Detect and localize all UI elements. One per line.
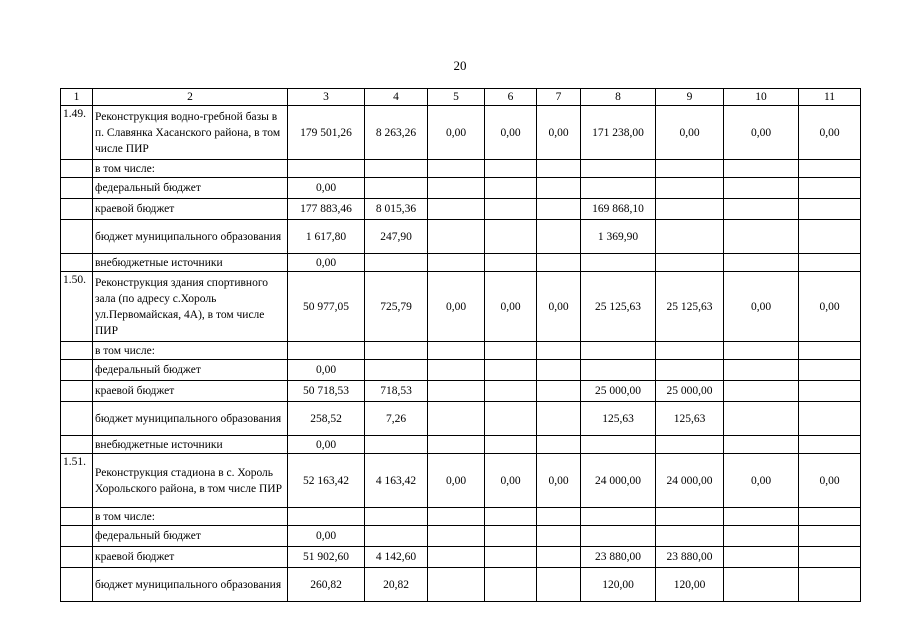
value-cell [656,160,724,178]
value-cell [656,254,724,272]
value-cell [537,342,581,360]
value-cell [724,254,799,272]
index-cell-empty [61,199,93,220]
funding-source-label: в том числе: [93,342,288,360]
value-cell [428,199,485,220]
header-row [61,89,861,106]
column-header: 7 [537,89,581,106]
funding-source-label: краевой бюджет [93,547,288,568]
index-cell-empty [61,508,93,526]
funding-source-label: бюджет муниципального образования [93,220,288,254]
index-cell-empty [61,381,93,402]
value-cell [656,342,724,360]
value-cell [724,508,799,526]
column-header: 11 [799,89,861,106]
value-cell: 0,00 [288,436,365,454]
value-cell [485,436,537,454]
value-cell [656,436,724,454]
index-cell-empty [61,160,93,178]
value-cell [485,178,537,199]
value-cell [485,160,537,178]
value-cell [288,508,365,526]
value-cell: 8 263,26 [365,106,428,160]
column-header: 6 [485,89,537,106]
value-cell [581,160,656,178]
funding-row [61,547,861,568]
value-cell [428,508,485,526]
value-cell: 179 501,26 [288,106,365,160]
page-number: 20 [453,58,467,73]
value-cell: 0,00 [428,106,485,160]
value-cell [799,547,861,568]
project-index: 1.49. [61,106,93,160]
value-cell [537,526,581,547]
value-cell: 1 369,90 [581,220,656,254]
value-cell: 50 718,53 [288,381,365,402]
value-cell [724,160,799,178]
column-header: 9 [656,89,724,106]
value-cell [537,402,581,436]
value-cell [485,402,537,436]
value-cell [288,160,365,178]
value-cell: 0,00 [428,454,485,508]
value-cell: 0,00 [485,272,537,342]
funding-source-label: бюджет муниципального образования [93,402,288,436]
funding-row [61,220,861,254]
value-cell [537,360,581,381]
value-cell [656,199,724,220]
column-header: 1 [61,89,93,106]
value-cell [581,436,656,454]
value-cell: 120,00 [656,568,724,602]
funding-source-label: федеральный бюджет [93,526,288,547]
value-cell [428,160,485,178]
value-cell: 0,00 [288,526,365,547]
funding-row [61,568,861,602]
value-cell [799,508,861,526]
value-cell [485,220,537,254]
value-cell [581,508,656,526]
funding-source-label: краевой бюджет [93,381,288,402]
value-cell [799,254,861,272]
value-cell: 258,52 [288,402,365,436]
value-cell [365,508,428,526]
funding-row [61,360,861,381]
index-cell-empty [61,342,93,360]
value-cell [656,360,724,381]
value-cell [537,568,581,602]
value-cell: 25 125,63 [581,272,656,342]
funding-source-label: федеральный бюджет [93,178,288,199]
value-cell [365,254,428,272]
value-cell: 0,00 [485,106,537,160]
value-cell: 177 883,46 [288,199,365,220]
value-cell: 20,82 [365,568,428,602]
project-row [61,454,861,508]
value-cell: 23 880,00 [581,547,656,568]
budget-table [60,88,861,602]
funding-row [61,199,861,220]
project-name: Реконструкция стадиона в с. Хороль Хорольского района, в том числе ПИР [93,454,288,508]
funding-row [61,381,861,402]
value-cell: 0,00 [485,454,537,508]
value-cell [428,342,485,360]
value-cell [656,508,724,526]
value-cell: 0,00 [799,272,861,342]
value-cell [537,199,581,220]
value-cell [485,360,537,381]
value-cell: 0,00 [288,178,365,199]
value-cell [428,547,485,568]
index-cell-empty [61,436,93,454]
value-cell [656,526,724,547]
value-cell [724,568,799,602]
value-cell: 7,26 [365,402,428,436]
value-cell: 24 000,00 [581,454,656,508]
value-cell [428,436,485,454]
value-cell [428,402,485,436]
value-cell [537,178,581,199]
value-cell: 0,00 [537,106,581,160]
funding-source-label: федеральный бюджет [93,360,288,381]
value-cell [799,568,861,602]
value-cell [724,547,799,568]
value-cell: 0,00 [724,454,799,508]
column-header: 2 [93,89,288,106]
value-cell [537,547,581,568]
value-cell [485,547,537,568]
value-cell [365,160,428,178]
funding-source-label: в том числе: [93,160,288,178]
value-cell [656,178,724,199]
value-cell [724,342,799,360]
value-cell [799,160,861,178]
value-cell [799,178,861,199]
value-cell [799,381,861,402]
value-cell [537,160,581,178]
value-cell [365,436,428,454]
value-cell [537,436,581,454]
value-cell: 4 142,60 [365,547,428,568]
value-cell [724,360,799,381]
funding-source-label: краевой бюджет [93,199,288,220]
value-cell [428,568,485,602]
funding-row [61,160,861,178]
value-cell: 52 163,42 [288,454,365,508]
funding-row [61,436,861,454]
funding-row [61,402,861,436]
funding-source-label: внебюджетные источники [93,254,288,272]
value-cell: 260,82 [288,568,365,602]
funding-row [61,178,861,199]
value-cell: 51 902,60 [288,547,365,568]
index-cell-empty [61,254,93,272]
value-cell [724,381,799,402]
value-cell: 50 977,05 [288,272,365,342]
value-cell [656,220,724,254]
index-cell-empty [61,178,93,199]
value-cell [485,381,537,402]
value-cell: 0,00 [288,360,365,381]
value-cell [365,178,428,199]
value-cell [581,526,656,547]
funding-row [61,342,861,360]
value-cell [799,342,861,360]
value-cell: 0,00 [537,272,581,342]
index-cell-empty [61,360,93,381]
project-row [61,272,861,342]
value-cell [799,220,861,254]
value-cell [428,526,485,547]
value-cell: 725,79 [365,272,428,342]
funding-source-label: внебюджетные источники [93,436,288,454]
value-cell [485,199,537,220]
value-cell [485,342,537,360]
value-cell: 0,00 [799,454,861,508]
project-index: 1.51. [61,454,93,508]
value-cell [365,526,428,547]
value-cell: 0,00 [656,106,724,160]
value-cell [428,360,485,381]
value-cell [799,402,861,436]
value-cell [537,254,581,272]
index-cell-empty [61,220,93,254]
funding-row [61,508,861,526]
value-cell [581,178,656,199]
value-cell [428,254,485,272]
value-cell: 0,00 [799,106,861,160]
funding-source-label: в том числе: [93,508,288,526]
value-cell: 24 000,00 [656,454,724,508]
value-cell: 25 000,00 [656,381,724,402]
value-cell: 0,00 [724,272,799,342]
value-cell: 25 000,00 [581,381,656,402]
value-cell [799,199,861,220]
value-cell: 8 015,36 [365,199,428,220]
index-cell-empty [61,402,93,436]
project-name: Реконструкция водно-гребной базы в п. Славянка Хасанского района, в том числе ПИР [93,106,288,160]
value-cell: 125,63 [581,402,656,436]
funding-source-label: бюджет муниципального образования [93,568,288,602]
funding-row [61,254,861,272]
value-cell [485,508,537,526]
value-cell [365,360,428,381]
value-cell: 1 617,80 [288,220,365,254]
value-cell: 718,53 [365,381,428,402]
value-cell [724,220,799,254]
value-cell: 120,00 [581,568,656,602]
value-cell [537,381,581,402]
value-cell [485,526,537,547]
column-header: 8 [581,89,656,106]
value-cell: 25 125,63 [656,272,724,342]
value-cell [428,178,485,199]
value-cell: 247,90 [365,220,428,254]
value-cell [428,220,485,254]
project-name: Реконструкция здания спортивного зала (по адресу с.Хороль ул.Первомайская, 4А), в том числе ПИР [93,272,288,342]
index-cell-empty [61,568,93,602]
value-cell [581,360,656,381]
value-cell [428,381,485,402]
index-cell-empty [61,547,93,568]
column-header: 10 [724,89,799,106]
value-cell: 0,00 [428,272,485,342]
value-cell: 171 238,00 [581,106,656,160]
value-cell [581,342,656,360]
project-row [61,106,861,160]
value-cell [799,436,861,454]
funding-row [61,526,861,547]
column-header: 5 [428,89,485,106]
value-cell [365,342,428,360]
value-cell: 0,00 [288,254,365,272]
value-cell: 125,63 [656,402,724,436]
value-cell [724,178,799,199]
value-cell [799,526,861,547]
value-cell [485,254,537,272]
value-cell [724,402,799,436]
index-cell-empty [61,526,93,547]
value-cell [537,508,581,526]
value-cell [485,568,537,602]
value-cell: 0,00 [724,106,799,160]
value-cell [799,360,861,381]
value-cell [724,526,799,547]
value-cell: 4 163,42 [365,454,428,508]
value-cell [288,342,365,360]
column-header: 4 [365,89,428,106]
value-cell: 0,00 [537,454,581,508]
column-header: 3 [288,89,365,106]
value-cell [537,220,581,254]
value-cell [581,254,656,272]
value-cell: 23 880,00 [656,547,724,568]
value-cell [724,199,799,220]
project-index: 1.50. [61,272,93,342]
value-cell: 169 868,10 [581,199,656,220]
value-cell [724,436,799,454]
